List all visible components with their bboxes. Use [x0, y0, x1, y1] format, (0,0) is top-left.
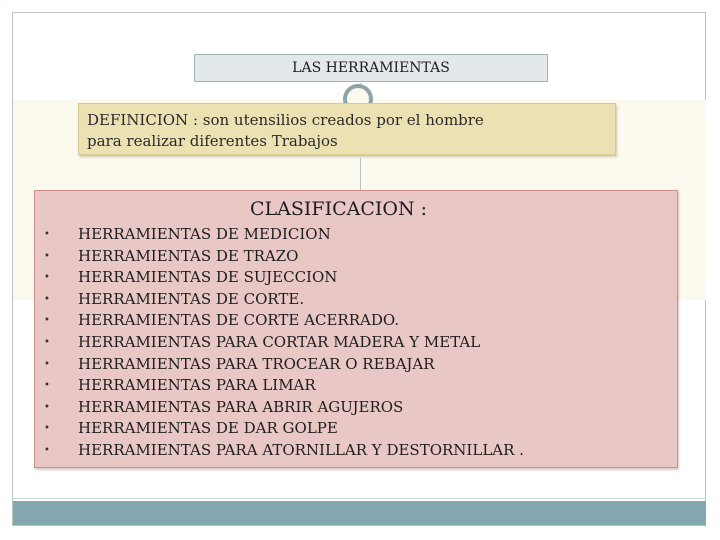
list-item: [42, 440, 524, 462]
list-item-text: HERRAMIENTAS PARA ATORNILLAR Y DESTORNILLAR .: [78, 440, 524, 459]
list-item: [42, 332, 524, 354]
classification-list: [42, 224, 524, 462]
list-item-text: HERRAMIENTAS DE TRAZO: [78, 246, 299, 265]
footer-bar: [13, 501, 706, 525]
bullet-icon: •: [44, 272, 50, 284]
definition-box: [78, 103, 616, 155]
footer-divider: [13, 498, 706, 499]
list-item-text: HERRAMIENTAS DE MEDICION: [78, 225, 331, 243]
bullet-icon: •: [44, 444, 50, 456]
bullet-icon: •: [44, 401, 50, 413]
list-item-text: HERRAMIENTAS PARA LIMAR: [78, 376, 316, 395]
list-item: [42, 289, 524, 311]
list-item-text: HERRAMIENTAS PARA CORTAR MADERA Y METAL: [78, 332, 481, 351]
list-item: [42, 267, 524, 289]
list-item: [42, 224, 524, 246]
list-item: [42, 246, 524, 268]
list-item: [42, 397, 524, 419]
bullet-icon: •: [44, 229, 50, 240]
definition-line-1: DEFINICION : son utensilios creados por el hombre: [87, 111, 484, 129]
list-item-text: HERRAMIENTAS DE CORTE.: [78, 289, 305, 308]
list-item: [42, 310, 524, 332]
list-item-text: HERRAMIENTAS PARA TROCEAR O REBAJAR: [78, 354, 435, 373]
list-item-text: HERRAMIENTAS DE DAR GOLPE: [78, 419, 338, 438]
connector-line-bottom: [360, 158, 361, 190]
classification-title: CLASIFICACION :: [250, 198, 428, 220]
slide-title-box: [194, 54, 548, 82]
bullet-icon: •: [44, 423, 50, 435]
slide-title: LAS HERRAMIENTAS: [292, 60, 450, 76]
list-item: [42, 375, 524, 397]
bullet-icon: •: [44, 380, 50, 392]
bullet-icon: •: [44, 250, 50, 262]
bullet-icon: •: [44, 293, 50, 305]
bullet-icon: •: [44, 358, 50, 370]
list-item-text: HERRAMIENTAS DE SUJECCION: [78, 268, 338, 287]
list-item-text: HERRAMIENTAS DE CORTE ACERRADO.: [78, 311, 400, 330]
list-item: [42, 354, 524, 376]
list-item-text: HERRAMIENTAS PARA ABRIR AGUJEROS: [78, 397, 404, 416]
list-item: [42, 418, 524, 440]
definition-line-2: para realizar diferentes Trabajos: [87, 132, 338, 150]
bullet-icon: •: [44, 315, 50, 327]
bullet-icon: •: [44, 336, 50, 348]
